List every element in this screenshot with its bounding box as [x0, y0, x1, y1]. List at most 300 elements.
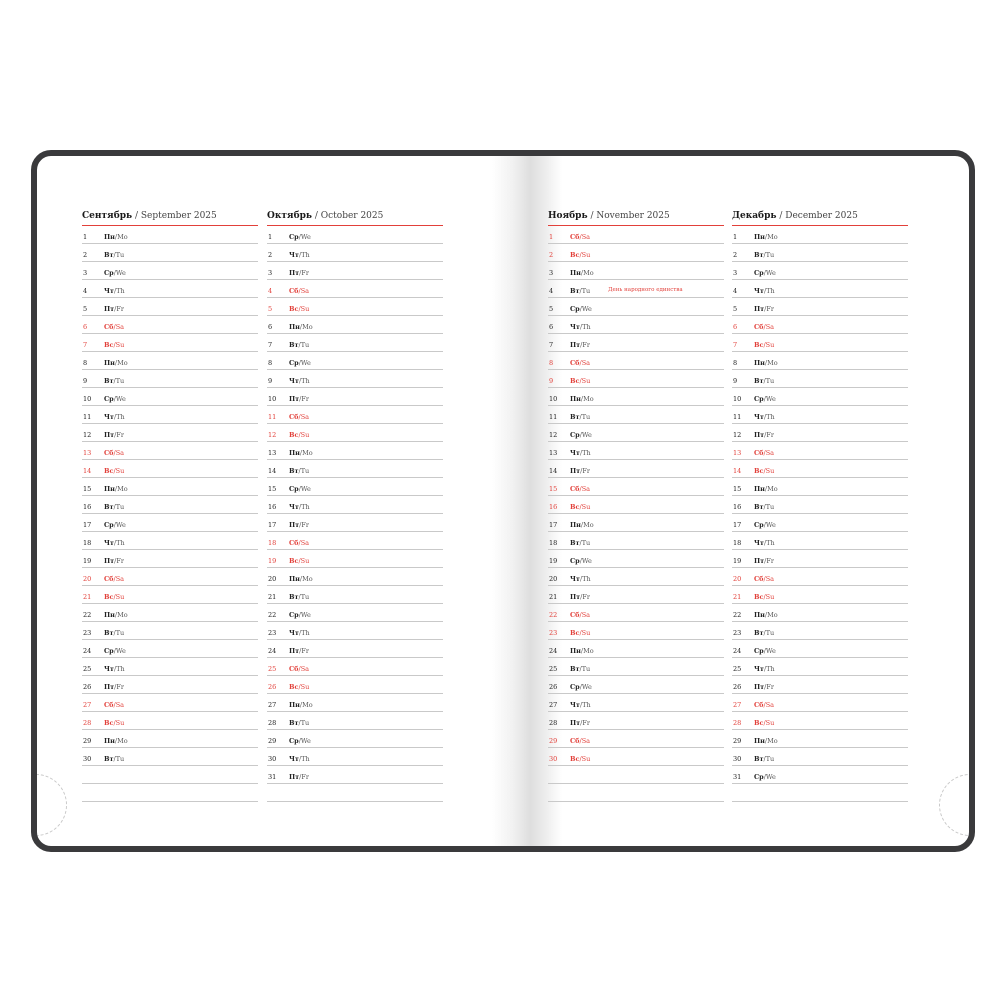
weekday-ru: Пн: [289, 449, 300, 457]
weekday-en: /We: [113, 647, 126, 655]
weekday-name: [104, 755, 124, 763]
weekday-name: [570, 503, 590, 511]
day-row: [267, 712, 443, 730]
day-row: [267, 244, 443, 262]
empty-day-row: [548, 766, 724, 784]
day-number: 2: [268, 251, 273, 259]
weekday-ru: Вт: [570, 413, 580, 421]
day-row: [267, 424, 443, 442]
day-row: [732, 352, 908, 370]
day-row: [548, 694, 724, 712]
weekday-name: [754, 539, 775, 547]
day-row: [732, 424, 908, 442]
weekday-ru: Сб: [104, 323, 114, 331]
weekday-name: [104, 629, 124, 637]
day-row: [267, 658, 443, 676]
day-row: [82, 460, 258, 478]
weekday-ru: Пн: [754, 233, 765, 241]
weekday-ru: Вт: [570, 287, 580, 295]
weekday-name: [570, 341, 590, 349]
weekday-name: [754, 593, 774, 601]
weekday-en: /Sa: [763, 701, 775, 709]
day-row: [267, 406, 443, 424]
weekday-en: /Mo: [764, 611, 778, 619]
day-row: [82, 298, 258, 316]
day-row: [548, 514, 724, 532]
day-row: [82, 388, 258, 406]
day-row: [732, 316, 908, 334]
month-header: [267, 210, 443, 226]
weekday-en: /Su: [113, 719, 125, 727]
weekday-name: [104, 287, 125, 295]
day-row: [267, 388, 443, 406]
weekday-name: [104, 665, 125, 673]
weekday-ru: Вт: [289, 719, 299, 727]
weekday-ru: Ср: [570, 557, 580, 565]
day-row: [732, 694, 908, 712]
day-row: [267, 568, 443, 586]
weekday-en: /Fr: [114, 431, 124, 439]
day-number: 28: [733, 719, 742, 727]
weekday-en: /Sa: [113, 575, 125, 583]
day-row: [267, 586, 443, 604]
day-row: [82, 370, 258, 388]
weekday-ru: Чт: [289, 251, 299, 259]
day-number: 28: [549, 719, 558, 727]
day-row: [82, 514, 258, 532]
weekday-ru: Вт: [104, 629, 114, 637]
day-number: 27: [733, 701, 742, 709]
weekday-name: [570, 701, 591, 709]
day-number: 9: [549, 377, 554, 385]
day-number: 23: [83, 629, 92, 637]
weekday-ru: Сб: [754, 323, 764, 331]
weekday-name: [289, 449, 313, 457]
day-number: 11: [549, 413, 558, 421]
day-number: 18: [733, 539, 742, 547]
day-number: 25: [549, 665, 558, 673]
weekday-ru: Чт: [289, 755, 299, 763]
weekday-en: /Tu: [579, 413, 591, 421]
weekday-en: /Fr: [114, 683, 124, 691]
weekday-en: /Th: [298, 251, 310, 259]
day-row: [548, 370, 724, 388]
weekday-name: [570, 521, 594, 529]
weekday-en: /We: [763, 521, 776, 529]
day-row: [548, 406, 724, 424]
day-row: [82, 694, 258, 712]
weekday-ru: Вт: [754, 377, 764, 385]
weekday-ru: Чт: [570, 323, 580, 331]
day-row: [732, 514, 908, 532]
weekday-ru: Ср: [754, 521, 764, 529]
day-number: 23: [733, 629, 742, 637]
day-row: [548, 226, 724, 244]
weekday-ru: Пн: [289, 575, 300, 583]
day-row: [732, 658, 908, 676]
day-row: [732, 442, 908, 460]
weekday-name: [289, 485, 311, 493]
day-number: 25: [268, 665, 277, 673]
day-row: [267, 514, 443, 532]
weekday-ru: Сб: [570, 485, 580, 493]
month-name-en: / November 2025: [590, 211, 670, 221]
day-row: [732, 226, 908, 244]
weekday-ru: Ср: [570, 305, 580, 313]
weekday-name: [289, 233, 311, 241]
weekday-en: /Tu: [579, 665, 591, 673]
weekday-ru: Пт: [104, 683, 115, 691]
weekday-en: /We: [298, 485, 311, 493]
weekday-ru: Пт: [289, 521, 300, 529]
weekday-en: /Th: [113, 539, 125, 547]
day-number: 22: [268, 611, 277, 619]
day-number: 10: [83, 395, 92, 403]
day-row: [548, 280, 724, 298]
day-number: 14: [549, 467, 558, 475]
day-number: 21: [83, 593, 92, 601]
weekday-en: /Fr: [299, 773, 309, 781]
weekday-en: /We: [113, 269, 126, 277]
day-number: 22: [733, 611, 742, 619]
weekday-ru: Ср: [289, 611, 299, 619]
weekday-name: [570, 305, 592, 313]
weekday-en: /Fr: [580, 341, 590, 349]
weekday-name: [570, 467, 590, 475]
month-header: [82, 210, 258, 226]
weekday-name: [289, 341, 309, 349]
weekday-name: [570, 449, 591, 457]
weekday-en: /Th: [298, 503, 310, 511]
weekday-name: [104, 449, 124, 457]
weekday-en: /Tu: [113, 629, 125, 637]
weekday-en: /Th: [763, 413, 775, 421]
weekday-en: /Th: [113, 413, 125, 421]
weekday-ru: Вс: [104, 467, 114, 475]
weekday-name: [570, 287, 590, 295]
weekday-name: [570, 395, 594, 403]
day-number: 9: [83, 377, 88, 385]
weekday-name: [570, 683, 592, 691]
weekday-name: [754, 755, 774, 763]
day-number: 15: [733, 485, 742, 493]
weekday-name: [104, 251, 124, 259]
weekday-ru: Пн: [570, 395, 581, 403]
weekday-ru: Пн: [754, 737, 765, 745]
weekday-ru: Пн: [754, 611, 765, 619]
page-corner-right: [939, 774, 975, 836]
day-row: [548, 424, 724, 442]
day-row: [267, 280, 443, 298]
day-number: 27: [268, 701, 277, 709]
day-row: [732, 586, 908, 604]
day-number: 15: [83, 485, 92, 493]
day-row: [267, 496, 443, 514]
weekday-en: /Th: [298, 629, 310, 637]
weekday-en: /We: [113, 395, 126, 403]
weekday-ru: Пт: [570, 467, 581, 475]
weekday-name: [289, 629, 310, 637]
day-row: [732, 568, 908, 586]
weekday-ru: Пн: [754, 485, 765, 493]
day-number: 3: [549, 269, 554, 277]
weekday-en: /Su: [579, 503, 591, 511]
weekday-ru: Пн: [570, 647, 581, 655]
day-number: 27: [83, 701, 92, 709]
day-row: [548, 748, 724, 766]
weekday-en: /Mo: [299, 701, 313, 709]
weekday-name: [104, 377, 124, 385]
weekday-ru: Сб: [570, 611, 580, 619]
day-number: 5: [268, 305, 273, 313]
day-row: [548, 316, 724, 334]
weekday-en: /Tu: [763, 755, 775, 763]
weekday-name: [289, 377, 310, 385]
day-row: [82, 730, 258, 748]
weekday-en: /Sa: [579, 485, 591, 493]
weekday-ru: Сб: [754, 449, 764, 457]
weekday-name: [289, 575, 313, 583]
empty-day-row: [267, 784, 443, 802]
day-row: [267, 532, 443, 550]
day-number: 18: [549, 539, 558, 547]
weekday-en: /Fr: [299, 395, 309, 403]
day-row: [732, 730, 908, 748]
day-number: 31: [268, 773, 277, 781]
day-number: 14: [733, 467, 742, 475]
day-row: [267, 550, 443, 568]
day-row: [267, 370, 443, 388]
weekday-ru: Пт: [104, 305, 115, 313]
weekday-en: /Tu: [579, 287, 591, 295]
weekday-ru: Ср: [104, 521, 114, 529]
weekday-name: [104, 611, 128, 619]
weekday-name: [104, 359, 128, 367]
day-number: 21: [549, 593, 558, 601]
weekday-en: /Tu: [298, 593, 310, 601]
weekday-name: [104, 683, 124, 691]
weekday-en: /Fr: [764, 305, 774, 313]
weekday-en: /Fr: [114, 557, 124, 565]
weekday-en: /Tu: [113, 755, 125, 763]
day-row: [548, 568, 724, 586]
weekday-ru: Пт: [104, 431, 115, 439]
weekday-en: /Sa: [579, 737, 591, 745]
weekday-name: [570, 251, 590, 259]
empty-day-row: [82, 784, 258, 802]
day-row: [548, 442, 724, 460]
weekday-ru: Ср: [104, 647, 114, 655]
weekday-ru: Пт: [754, 683, 765, 691]
day-number: 17: [733, 521, 742, 529]
weekday-name: [104, 719, 124, 727]
weekday-ru: Ср: [754, 395, 764, 403]
day-row: [548, 388, 724, 406]
weekday-en: /Mo: [580, 269, 594, 277]
weekday-name: [570, 485, 590, 493]
weekday-ru: Ср: [754, 647, 764, 655]
weekday-name: [754, 305, 774, 313]
weekday-en: /Fr: [764, 431, 774, 439]
weekday-name: [104, 557, 124, 565]
weekday-en: /Su: [763, 341, 775, 349]
weekday-en: /Sa: [298, 413, 310, 421]
weekday-en: /We: [298, 611, 311, 619]
weekday-ru: Вт: [570, 539, 580, 547]
weekday-ru: Вс: [754, 341, 764, 349]
day-number: 20: [83, 575, 92, 583]
day-number: 29: [83, 737, 92, 745]
holiday-note: День народного единства: [608, 287, 683, 293]
weekday-name: [104, 341, 124, 349]
weekday-en: /We: [298, 737, 311, 745]
weekday-name: [570, 539, 590, 547]
weekday-ru: Сб: [289, 287, 299, 295]
day-number: 16: [83, 503, 92, 511]
weekday-en: /Mo: [114, 485, 128, 493]
weekday-ru: Сб: [104, 701, 114, 709]
day-row: [267, 694, 443, 712]
day-number: 16: [268, 503, 277, 511]
weekday-ru: Вт: [754, 503, 764, 511]
weekday-en: /Sa: [763, 575, 775, 583]
weekday-en: /Tu: [113, 251, 125, 259]
weekday-en: /Su: [298, 305, 310, 313]
day-row: [732, 496, 908, 514]
weekday-name: [754, 233, 778, 241]
day-number: 17: [83, 521, 92, 529]
day-number: 1: [268, 233, 273, 241]
weekday-en: /Sa: [763, 449, 775, 457]
day-row: [82, 478, 258, 496]
day-number: 28: [83, 719, 92, 727]
weekday-name: [289, 359, 311, 367]
day-row: [732, 532, 908, 550]
day-number: 5: [83, 305, 88, 313]
weekday-name: [754, 683, 774, 691]
day-number: 21: [733, 593, 742, 601]
day-number: 7: [549, 341, 554, 349]
empty-day-row: [82, 766, 258, 784]
weekday-ru: Пн: [570, 269, 581, 277]
day-row: [82, 226, 258, 244]
weekday-name: [104, 701, 124, 709]
day-row: [82, 406, 258, 424]
weekday-en: /Sa: [298, 539, 310, 547]
weekday-ru: Чт: [754, 665, 764, 673]
weekday-ru: Ср: [289, 737, 299, 745]
day-row: [82, 334, 258, 352]
weekday-ru: Пт: [289, 269, 300, 277]
day-number: 1: [83, 233, 88, 241]
weekday-ru: Пн: [104, 359, 115, 367]
weekday-name: [104, 521, 126, 529]
day-number: 27: [549, 701, 558, 709]
weekday-ru: Ср: [754, 773, 764, 781]
day-row: [82, 640, 258, 658]
weekday-en: /Th: [763, 287, 775, 295]
day-number: 3: [268, 269, 273, 277]
weekday-ru: Ср: [289, 233, 299, 241]
weekday-name: [570, 593, 590, 601]
day-row: [548, 640, 724, 658]
weekday-en: /Mo: [114, 233, 128, 241]
weekday-en: /Fr: [764, 683, 774, 691]
weekday-ru: Ср: [289, 359, 299, 367]
month-name-ru: Ноябрь: [548, 211, 588, 221]
weekday-en: /Th: [579, 323, 591, 331]
weekday-name: [289, 647, 309, 655]
weekday-ru: Чт: [104, 413, 114, 421]
day-row: [548, 658, 724, 676]
weekday-en: /Tu: [763, 251, 775, 259]
weekday-name: [570, 647, 594, 655]
weekday-en: /Fr: [299, 269, 309, 277]
weekday-en: /We: [113, 521, 126, 529]
day-row: [732, 640, 908, 658]
day-number: 1: [733, 233, 738, 241]
weekday-en: /Th: [763, 539, 775, 547]
day-number: 18: [268, 539, 277, 547]
weekday-en: /Fr: [580, 719, 590, 727]
weekday-name: [754, 575, 774, 583]
day-number: 31: [733, 773, 742, 781]
weekday-ru: Ср: [570, 683, 580, 691]
day-number: 4: [83, 287, 88, 295]
weekday-en: /Tu: [298, 467, 310, 475]
weekday-en: /Su: [113, 341, 125, 349]
weekday-ru: Сб: [570, 737, 580, 745]
weekday-en: /Mo: [764, 485, 778, 493]
weekday-en: /Tu: [298, 341, 310, 349]
day-row: [267, 748, 443, 766]
weekday-ru: Ср: [570, 431, 580, 439]
day-row: [82, 676, 258, 694]
weekday-ru: Вс: [754, 719, 764, 727]
weekday-en: /Mo: [580, 647, 594, 655]
weekday-ru: Сб: [754, 575, 764, 583]
weekday-ru: Вс: [570, 755, 580, 763]
day-number: 4: [733, 287, 738, 295]
weekday-en: /Fr: [299, 647, 309, 655]
weekday-en: /Tu: [113, 377, 125, 385]
day-number: 21: [268, 593, 277, 601]
day-row: [82, 622, 258, 640]
day-row: [732, 370, 908, 388]
day-number: 19: [83, 557, 92, 565]
weekday-name: [289, 431, 309, 439]
weekday-ru: Сб: [754, 701, 764, 709]
weekday-en: /Mo: [764, 233, 778, 241]
weekday-name: [754, 665, 775, 673]
day-number: 30: [83, 755, 92, 763]
day-list: [82, 226, 258, 802]
weekday-ru: Чт: [289, 377, 299, 385]
weekday-ru: Вт: [289, 467, 299, 475]
weekday-name: [104, 647, 126, 655]
weekday-ru: Вс: [570, 251, 580, 259]
weekday-en: /Su: [298, 431, 310, 439]
day-row: [82, 262, 258, 280]
weekday-ru: Пн: [754, 359, 765, 367]
empty-day-row: [732, 784, 908, 802]
weekday-name: [570, 413, 590, 421]
day-row: [82, 244, 258, 262]
day-row: [267, 478, 443, 496]
day-number: 10: [268, 395, 277, 403]
weekday-ru: Ср: [104, 395, 114, 403]
weekday-ru: Чт: [289, 629, 299, 637]
